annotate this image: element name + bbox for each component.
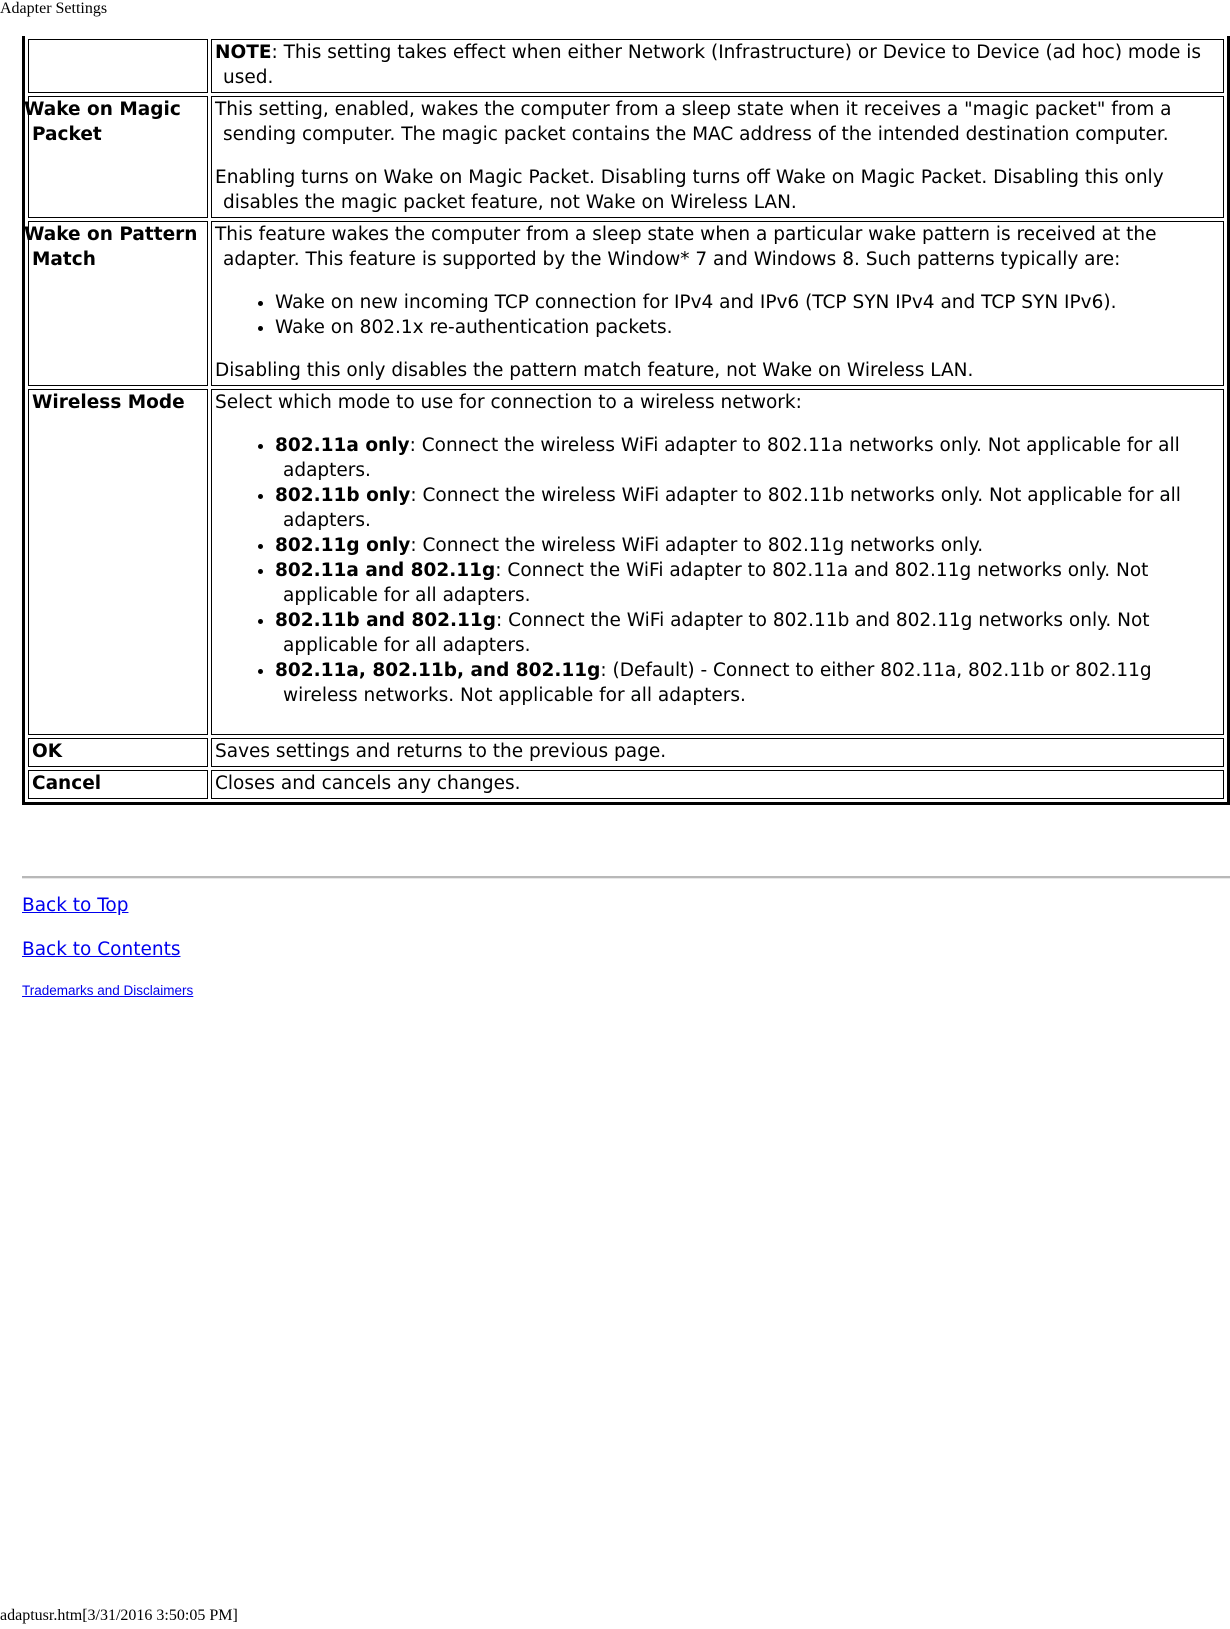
mode-text: : Connect the WiFi adapter to 802.11b and 802.11g networks only. Not applicable for all adapters.	[283, 610, 1150, 656]
table-row-cancel	[28, 770, 1224, 799]
list-item: • Wake on new incoming TCP connection for IPv4 and IPv6 (TCP SYN IPv4 and TCP SYN IPv6).	[275, 290, 1220, 315]
horizontal-rule	[22, 876, 1230, 879]
table-row-wireless-mode	[28, 389, 1224, 735]
term-cancel: Cancel	[28, 770, 208, 799]
print-footer-source: adaptusr.htm[3/31/2016 3:50:05 PM]	[0, 1607, 238, 1624]
term-wake-on-magic-packet: Wake on Magic Packet	[28, 96, 208, 218]
description-cell	[211, 39, 1224, 93]
mode-text: : Connect the wireless WiFi adapter to 802.11g networks only.	[410, 535, 984, 556]
wake-pattern-intro: This feature wakes the computer from a sleep state when a particular wake pattern is received at the adapter. This feature is supported by the Window* 7 and Windows 8. Such patterns typically are:	[215, 224, 1157, 270]
list-item	[275, 608, 1220, 658]
back-to-top-link[interactable]: Back to Top	[22, 895, 129, 916]
empty-term-cell	[28, 39, 208, 93]
table-row-ok	[28, 738, 1224, 767]
mode-label: 802.11a only	[275, 435, 410, 456]
description-cell	[211, 221, 1224, 386]
wake-magic-paragraph-2: Enabling turns on Wake on Magic Packet. Disabling turns off Wake on Magic Packet. Disabling this only disables the magic packet feature, not Wake on Wireless LAN.	[215, 167, 1164, 213]
table-row-wake-on-magic-packet	[28, 96, 1224, 218]
note-text: : This setting takes effect when either Network (Infrastructure) or Device to Device (ad hoc) mode is used.	[223, 42, 1202, 88]
term-wireless-mode: Wireless Mode	[28, 389, 208, 735]
mode-text: : Connect the wireless WiFi adapter to 802.11b networks only. Not applicable for all adapters.	[283, 485, 1181, 531]
settings-table	[22, 36, 1230, 805]
back-to-contents-link[interactable]: Back to Contents	[22, 939, 181, 960]
settings-table-container	[22, 36, 1230, 805]
list-item: • Wake on 802.1x re-authentication packets.	[275, 315, 1220, 340]
mode-label: 802.11b only	[275, 485, 411, 506]
wake-pattern-outro: Disabling this only disables the pattern match feature, not Wake on Wireless LAN.	[215, 360, 974, 381]
mode-label: 802.11a and 802.11g	[275, 560, 496, 581]
wake-magic-paragraph-1: This setting, enabled, wakes the computer from a sleep state when it receives a "magic packet" from a sending computer. The magic packet contains the MAC address of the intended destination computer.	[215, 99, 1172, 145]
note-label: NOTE	[215, 42, 272, 63]
description-ok: Saves settings and returns to the previous page.	[211, 738, 1224, 767]
print-header-title: Adapter Settings	[0, 0, 108, 17]
mode-text: : Connect the WiFi adapter to 802.11a and 802.11g networks only. Not applicable for all adapters.	[283, 560, 1149, 606]
term-wake-on-pattern-match: Wake on Pattern Match	[28, 221, 208, 386]
mode-label: 802.11b and 802.11g	[275, 610, 497, 631]
list-item	[275, 433, 1220, 483]
description-cell	[211, 389, 1224, 735]
note-paragraph	[215, 40, 1220, 90]
mode-label: 802.11g only	[275, 535, 411, 556]
list-item	[275, 483, 1220, 533]
wireless-mode-list	[215, 433, 1220, 708]
description-cell	[211, 96, 1224, 218]
list-item	[275, 658, 1220, 708]
table-row-wake-on-pattern-match	[28, 221, 1224, 386]
description-cancel: Closes and cancels any changes.	[211, 770, 1224, 799]
trademarks-link[interactable]: Trademarks and Disclaimers	[22, 983, 194, 998]
wireless-mode-intro: Select which mode to use for connection to a wireless network:	[215, 392, 802, 413]
mode-text: : Connect the wireless WiFi adapter to 802.11a networks only. Not applicable for all adapters.	[283, 435, 1180, 481]
term-ok: OK	[28, 738, 208, 767]
mode-text: : (Default) - Connect to either 802.11a, 802.11b or 802.11g wireless networks. Not applicable for all adapters.	[283, 660, 1152, 706]
list-item	[275, 558, 1220, 608]
list-item	[275, 533, 1220, 558]
wake-pattern-list	[215, 290, 1220, 340]
mode-label: 802.11a, 802.11b, and 802.11g	[275, 660, 601, 681]
table-row-note	[28, 39, 1224, 93]
